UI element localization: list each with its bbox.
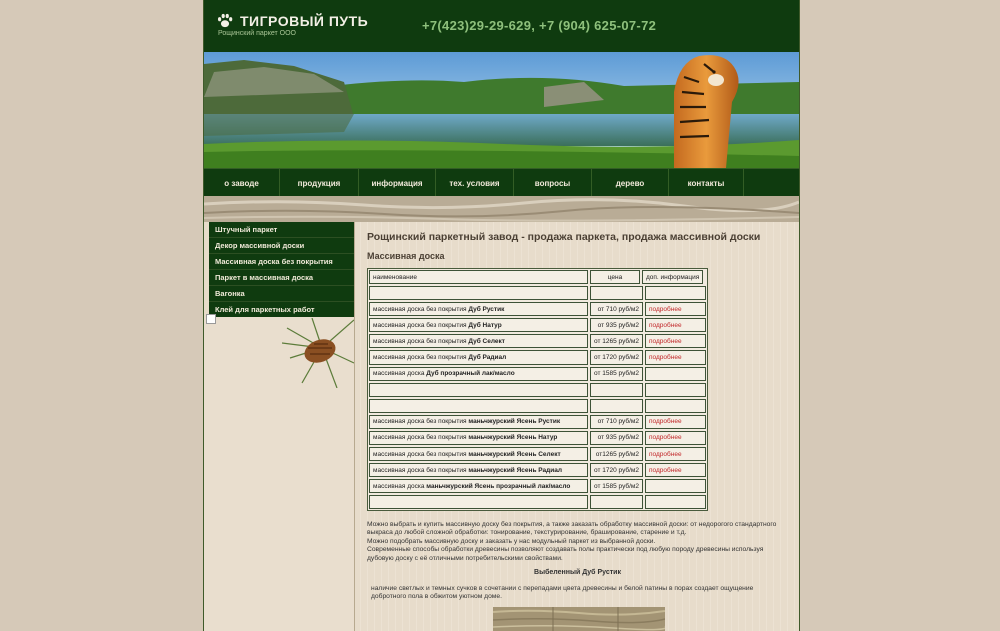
nav-item-questions[interactable]: вопросы	[514, 169, 592, 197]
price-cell: от 1585 руб/м2	[590, 367, 643, 381]
page-title: Рощинский паркетный завод - продажа паркета, продажа массивной доски	[367, 231, 761, 243]
product-name-cell	[369, 399, 588, 413]
table-row	[368, 494, 707, 510]
product-name: маньчжурский Ясень прозрачный лак/масло	[426, 482, 571, 490]
table-header-row	[368, 269, 707, 285]
nav-item-contacts[interactable]: контакты	[669, 169, 744, 197]
product-name: маньчжурский Ясень Рустик	[468, 418, 561, 426]
banner-image	[204, 52, 799, 168]
more-link[interactable]: подробнее	[649, 466, 682, 474]
product-name: маньчжурский Ясень Селект	[468, 450, 561, 458]
description-paragraph: Современные способы обработки древесины позволяют создавать полы практически под любую породу древесины используя дубовую доску с её отличными потребительскими свойствами.	[367, 546, 764, 562]
product-name-cell	[369, 286, 588, 300]
product-name-cell	[369, 383, 588, 397]
product-name-cell	[369, 463, 588, 477]
header	[204, 0, 799, 52]
table-row	[368, 382, 707, 398]
section-title: Массивная доска	[367, 251, 445, 261]
info-cell	[645, 286, 706, 300]
info-cell	[645, 302, 706, 316]
phone-numbers: +7(423)29-29-629, +7 (904) 625-07-72	[422, 18, 657, 33]
more-link[interactable]: подробнее	[649, 337, 682, 345]
main-content	[354, 222, 799, 631]
table-row	[368, 301, 707, 317]
product-type: массивная доска без покрытия	[373, 337, 469, 345]
table-row	[368, 398, 707, 414]
table-row	[368, 462, 707, 478]
price-cell: от 935 руб/м2	[590, 431, 643, 445]
product-name-cell	[369, 447, 588, 461]
product-name-cell	[369, 318, 588, 332]
table-row	[368, 349, 707, 365]
product-type: массивная доска	[373, 482, 427, 490]
main-inner	[354, 222, 800, 631]
product-type: массивная доска без покрытия	[373, 418, 469, 426]
nav-item-about[interactable]: о заводе	[204, 169, 280, 197]
info-cell	[645, 431, 706, 445]
info-cell	[645, 383, 706, 397]
logo-title: ТИГРОВЫЙ ПУТЬ	[240, 13, 369, 29]
header-name: наименование	[369, 270, 588, 284]
header-price: цена	[590, 270, 640, 284]
info-cell	[645, 415, 706, 429]
product-type: массивная доска без покрытия	[373, 450, 469, 458]
description-text	[367, 521, 787, 563]
product-name-cell	[369, 367, 588, 381]
product-type: массивная доска	[373, 370, 427, 378]
nav-item-information[interactable]: информация	[359, 169, 436, 197]
product-name-cell	[369, 479, 588, 493]
more-link[interactable]: подробнее	[649, 305, 682, 313]
description-paragraph: Можно подобрать массивную доску и заказать у нас модульный паркет из выбранной доски.	[367, 537, 656, 545]
price-cell: от 935 руб/м2	[590, 318, 643, 332]
product-name: Дуб Селект	[468, 337, 505, 345]
product-name: маньчжурский Ясень Натур	[468, 434, 558, 442]
sidebar-item-board-decor[interactable]: Декор массивной доски	[209, 238, 354, 254]
description-paragraph: Можно выбрать и купить массивную доску без покрытия, а также заказать обработку массивной доски: от недорогого стандартного выкраса до любой сложной обработки: тонирование, текстурирование, браширование, старение и т.д.	[367, 521, 777, 537]
info-cell	[645, 334, 706, 348]
table-row	[368, 366, 707, 382]
info-cell	[645, 318, 706, 332]
product-name-cell	[369, 495, 588, 509]
wood-sample-image	[493, 607, 665, 631]
price-table	[367, 268, 708, 511]
table-row	[368, 446, 707, 462]
more-link[interactable]: подробнее	[649, 418, 682, 426]
sidebar-menu	[204, 222, 354, 317]
sidebar-item-glue[interactable]: Клей для паркетных работ	[215, 305, 315, 314]
price-cell: от1265 руб/м2	[590, 447, 643, 461]
price-cell: от 1720 руб/м2	[590, 350, 643, 364]
info-cell	[645, 367, 706, 381]
product-name: маньчжурский Ясень Радиал	[468, 466, 562, 474]
table-row	[368, 333, 707, 349]
product-name: Дуб Рустик	[468, 305, 505, 313]
price-cell	[590, 399, 643, 413]
more-link[interactable]: подробнее	[649, 354, 682, 362]
product-name-cell	[369, 334, 588, 348]
product-name-cell	[369, 302, 588, 316]
pine-cone-icon	[282, 318, 354, 388]
product-name-cell	[369, 431, 588, 445]
sidebar-item-lining[interactable]: Вагонка	[209, 286, 354, 302]
more-link[interactable]: подробнее	[649, 450, 682, 458]
broken-image-icon	[206, 314, 216, 324]
stone-divider	[204, 196, 799, 222]
nav-item-tech-conditions[interactable]: тех. условия	[436, 169, 514, 197]
product-type: массивная доска без покрытия	[373, 354, 469, 362]
sidebar-item-parquet-board[interactable]: Паркет в массивная доска	[209, 270, 354, 286]
sidebar-item-piece-parquet[interactable]: Штучный паркет	[209, 222, 354, 238]
product-subheading: Выбеленный Дуб Рустик	[534, 569, 621, 576]
product-type: массивная доска без покрытия	[373, 321, 469, 329]
table-row	[368, 478, 707, 494]
product-name: Дуб Радиал	[468, 354, 507, 362]
logo-subtitle: Рощинский паркет ООО	[218, 30, 296, 37]
nav-item-products[interactable]: продукция	[280, 169, 359, 197]
nav-item-wood[interactable]: дерево	[592, 169, 669, 197]
product-type: массивная доска без покрытия	[373, 466, 469, 474]
table-row	[368, 414, 707, 430]
main-navigation	[204, 168, 799, 197]
price-cell: от 710 руб/м2	[590, 415, 643, 429]
logo[interactable]	[216, 12, 368, 30]
info-cell	[645, 495, 706, 509]
product-type: массивная доска без покрытия	[373, 434, 469, 442]
sidebar	[204, 222, 354, 631]
price-cell: от 1720 руб/м2	[590, 463, 643, 477]
info-cell	[645, 399, 706, 413]
product-name: Дуб прозрачный лак/масло	[426, 370, 515, 378]
product-name: Дуб Натур	[468, 321, 502, 329]
price-cell	[590, 383, 643, 397]
info-cell	[645, 350, 706, 364]
page-container	[203, 0, 800, 631]
price-cell	[590, 286, 643, 300]
info-cell	[645, 447, 706, 461]
price-cell: от 1265 руб/м2	[590, 334, 643, 348]
more-link[interactable]: подробнее	[649, 321, 682, 329]
table-body	[368, 285, 707, 510]
header-info: доп. информация	[642, 270, 703, 284]
product-name-cell	[369, 415, 588, 429]
price-cell: от 1585 руб/м2	[590, 479, 643, 493]
info-cell	[645, 479, 706, 493]
product-type: массивная доска без покрытия	[373, 305, 469, 313]
price-cell: от 710 руб/м2	[590, 302, 643, 316]
table-row	[368, 317, 707, 333]
info-cell	[645, 463, 706, 477]
sidebar-item-uncoated-board[interactable]: Массивная доска без покрытия	[209, 254, 354, 270]
price-cell	[590, 495, 643, 509]
table-row	[368, 430, 707, 446]
table-row	[368, 285, 707, 301]
product-description: наличие светлых и темных сучков в сочетании с перепадами цвета древесины и белой патины в порах создает ощущение добротного пола в обжитом уютном доме.	[371, 585, 754, 601]
paw-icon	[216, 12, 234, 30]
product-name-cell	[369, 350, 588, 364]
more-link[interactable]: подробнее	[649, 434, 682, 442]
